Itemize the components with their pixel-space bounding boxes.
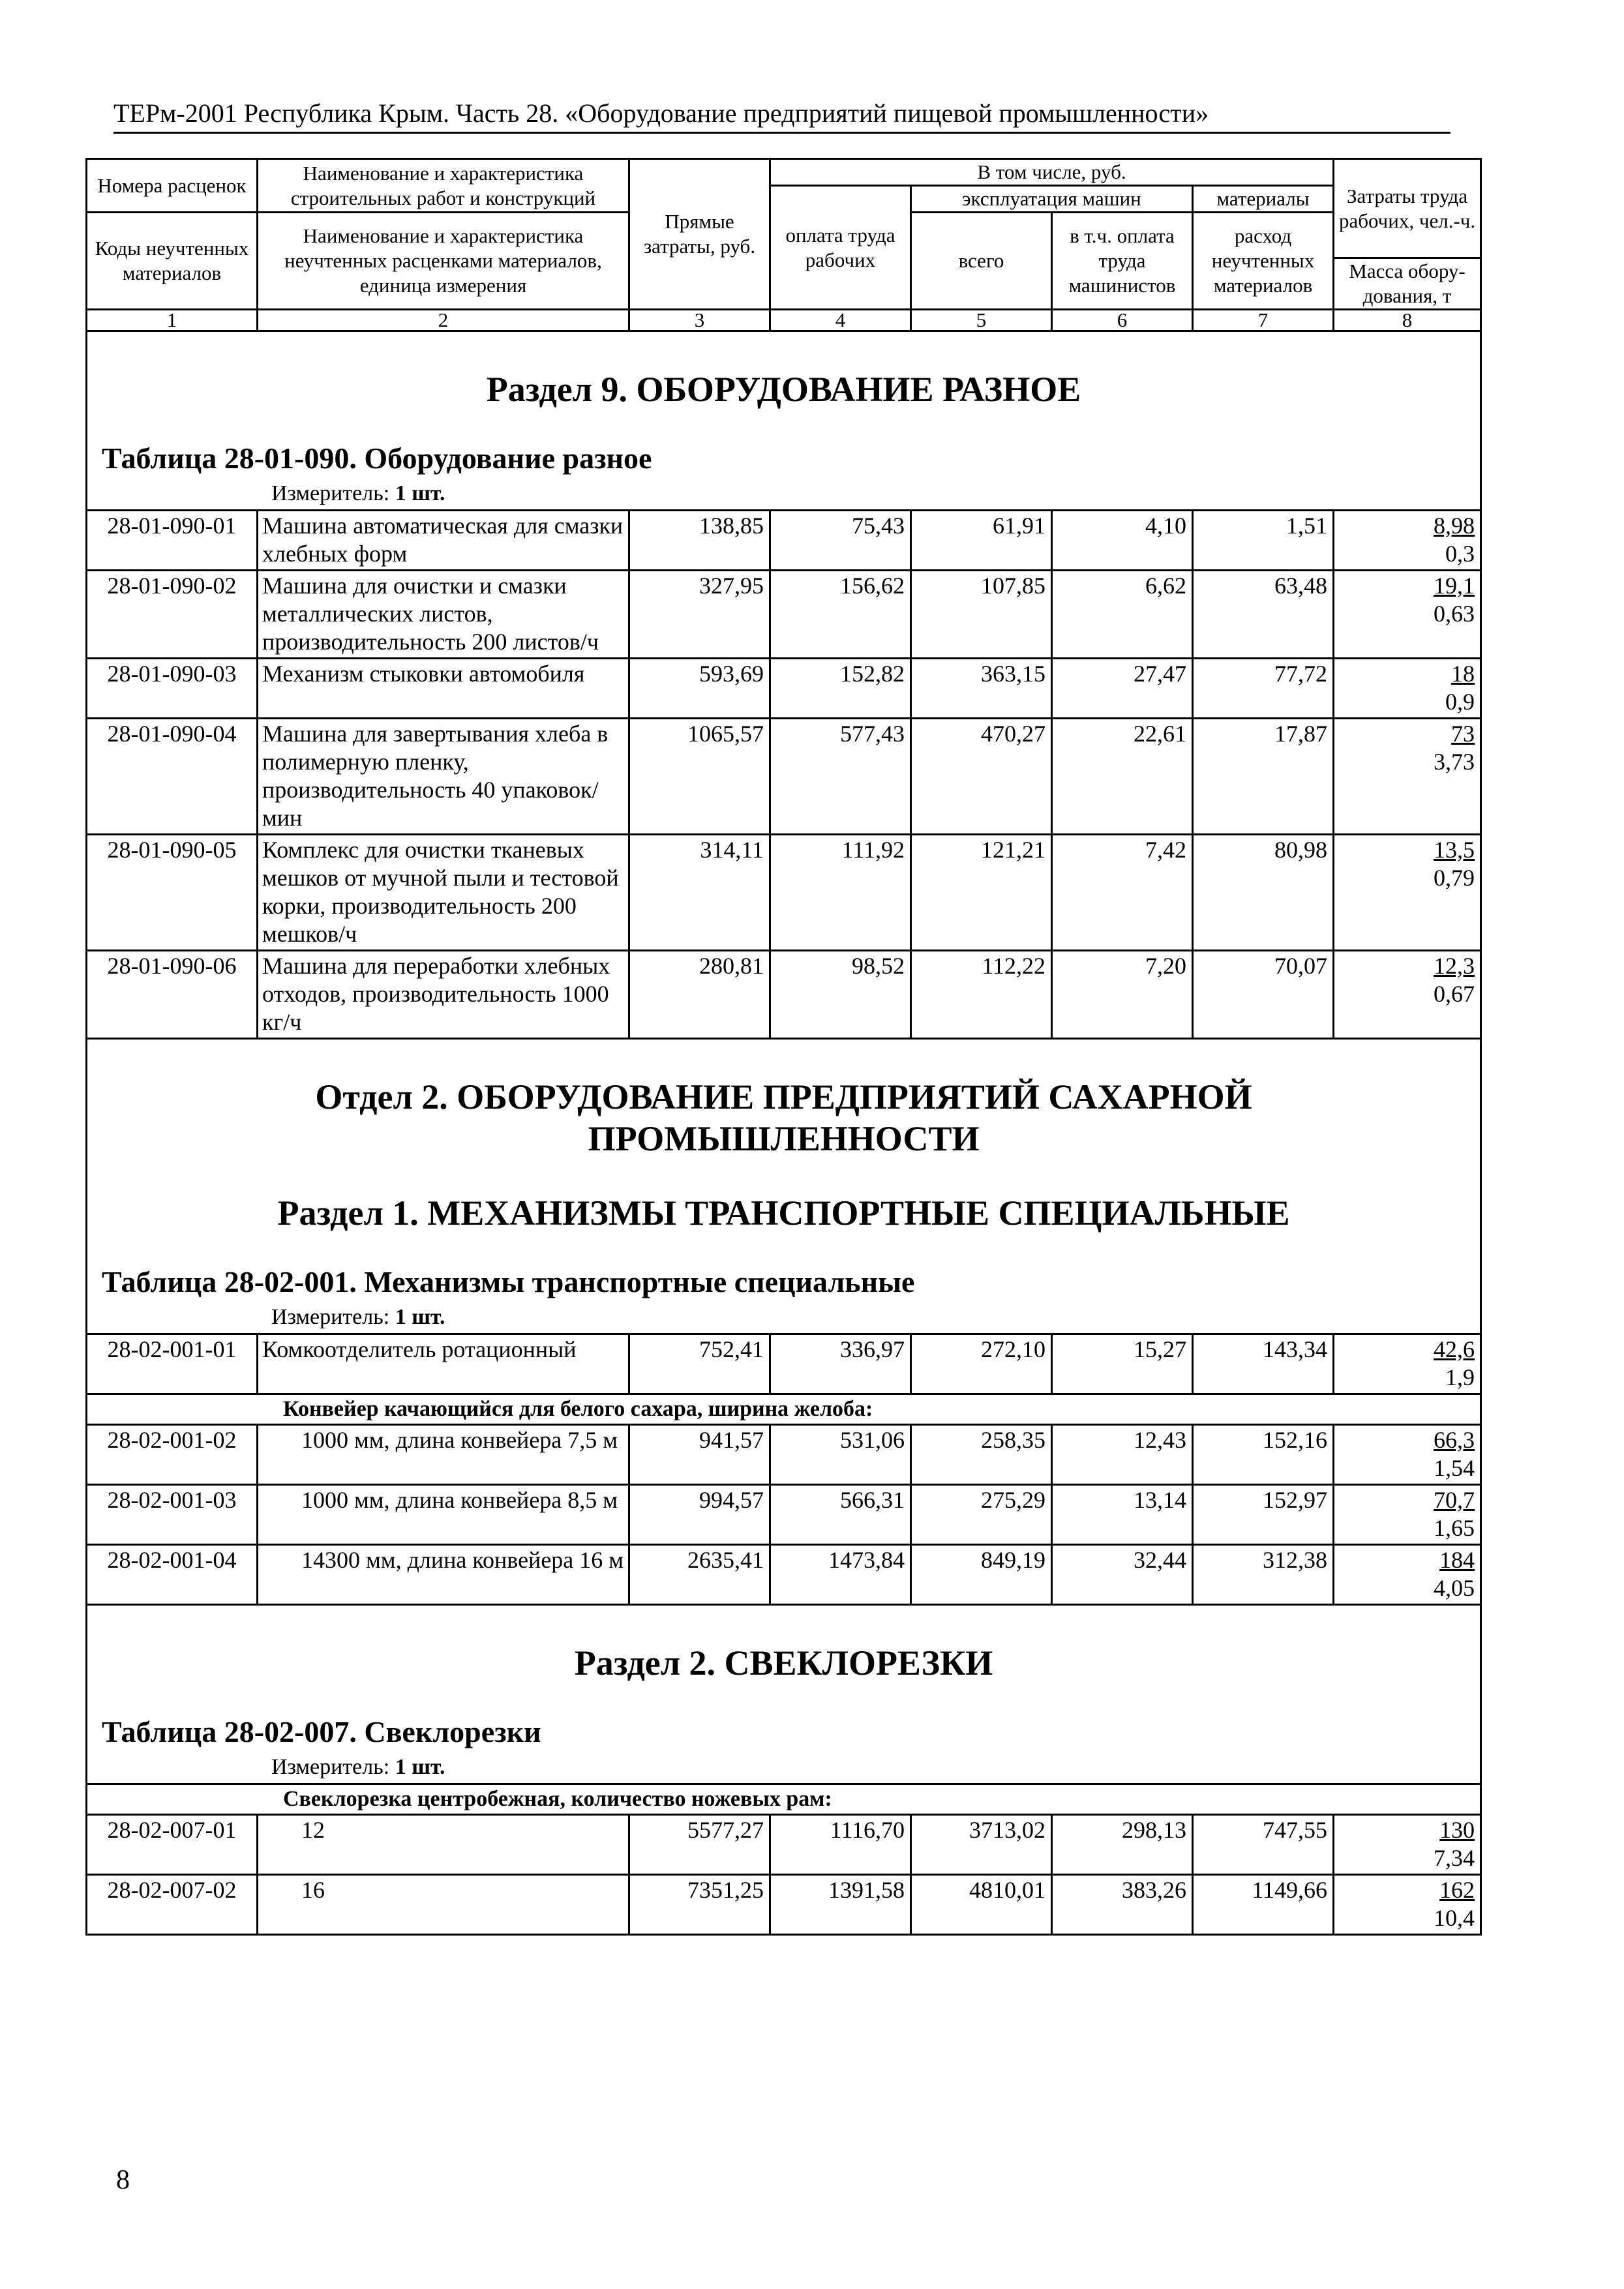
materials-cost: 70,07	[1193, 951, 1334, 1039]
machines-total: 849,19	[911, 1545, 1052, 1605]
materials-cost: 17,87	[1193, 719, 1334, 835]
work-name: Машина для очистки и смазки металлических листов, производительность 200 листов/ч	[258, 571, 629, 659]
equipment-mass: 7,34	[1434, 1845, 1475, 1871]
measure-line: Измеритель: 1 шт.	[271, 481, 445, 505]
equipment-mass: 0,67	[1434, 981, 1475, 1007]
machinist-wages: 32,44	[1052, 1545, 1193, 1605]
materials-cost: 312,38	[1193, 1545, 1334, 1605]
col-number: 5	[911, 310, 1052, 331]
table-row	[87, 1545, 1481, 1605]
machines-total: 363,15	[911, 659, 1052, 719]
work-name: Механизм стыковки автомобиля	[258, 659, 629, 719]
table-row	[87, 1425, 1481, 1485]
measure-line: Измеритель: 1 шт.	[271, 1755, 445, 1779]
measure-line: Измеритель: 1 шт.	[271, 1305, 445, 1329]
machines-total: 107,85	[911, 571, 1052, 659]
table-row	[87, 571, 1481, 659]
machinist-wages: 6,62	[1052, 571, 1193, 659]
equipment-mass: 0,63	[1434, 601, 1475, 627]
machines-total: 61,91	[911, 511, 1052, 571]
machinist-wages: 12,43	[1052, 1425, 1193, 1485]
col-head-materials: материалы	[1193, 186, 1334, 213]
work-name: Комплекс для очистки тканевых мешков от мучной пыли и тестовой корки, производительность 200 мешков/ч	[258, 835, 629, 951]
worker-wages: 1116,70	[770, 1815, 911, 1875]
direct-costs: 2635,41	[629, 1545, 770, 1605]
equipment-mass: 1,9	[1445, 1364, 1475, 1390]
worker-wages: 152,82	[770, 659, 911, 719]
table-row	[87, 511, 1481, 571]
labor-and-mass	[1334, 1815, 1481, 1875]
worker-wages: 531,06	[770, 1425, 911, 1485]
labor-hours: 66,3	[1434, 1427, 1475, 1453]
col-head-name: Наименование и характеристика строительных работ и конструкций	[258, 159, 629, 213]
machines-total: 121,21	[911, 835, 1052, 951]
table-rows	[87, 511, 1481, 1039]
worker-wages: 111,92	[770, 835, 911, 951]
work-name: 14300 мм, длина конвейера 16 м	[258, 1545, 629, 1605]
rate-code: 28-01-090-02	[87, 571, 258, 659]
equipment-mass: 0,3	[1445, 541, 1475, 567]
col-head-direct: Прямые затраты, руб.	[629, 159, 770, 310]
worker-wages: 75,43	[770, 511, 911, 571]
rate-code: 28-02-001-01	[87, 1334, 258, 1394]
direct-costs: 1065,57	[629, 719, 770, 835]
column-numbers	[87, 310, 1481, 331]
machinist-wages: 383,26	[1052, 1875, 1193, 1935]
table-title: Таблица 28-02-007. Свеклорезки	[102, 1715, 541, 1748]
direct-costs: 280,81	[629, 951, 770, 1039]
materials-cost: 1,51	[1193, 511, 1334, 571]
table-title: Таблица 28-02-001. Механизмы транспортные специальные	[102, 1265, 915, 1298]
col-head-including: В том числе, руб.	[770, 159, 1334, 186]
machines-total: 470,27	[911, 719, 1052, 835]
table-rows	[87, 1815, 1481, 1935]
machinist-wages: 13,14	[1052, 1485, 1193, 1545]
labor-hours: 70,7	[1434, 1487, 1475, 1513]
equipment-mass: 1,54	[1434, 1455, 1475, 1481]
work-name: 1000 мм, длина конвейера 8,5 м	[258, 1485, 629, 1545]
machines-total: 3713,02	[911, 1815, 1052, 1875]
table-title: Таблица 28-01-090. Оборудование разное	[102, 441, 652, 475]
materials-cost: 152,97	[1193, 1485, 1334, 1545]
labor-hours: 162	[1439, 1877, 1475, 1903]
machinist-wages: 298,13	[1052, 1815, 1193, 1875]
table-header	[87, 159, 1481, 331]
labor-and-mass	[1334, 1545, 1481, 1605]
group-heading: Свеклорезка центробежная, количество ножевых рам:	[87, 1784, 1481, 1815]
col-head-machines: эксплуатация машин	[911, 186, 1193, 213]
worker-wages: 1473,84	[770, 1545, 911, 1605]
labor-and-mass	[1334, 659, 1481, 719]
equipment-mass: 0,9	[1445, 689, 1475, 715]
labor-hours: 130	[1439, 1817, 1475, 1843]
labor-hours: 12,3	[1434, 953, 1475, 979]
labor-hours: 73	[1451, 721, 1475, 747]
group-heading: Конвейер качающийся для белого сахара, ширина желоба:	[87, 1394, 1481, 1425]
worker-wages: 1391,58	[770, 1875, 911, 1935]
machinist-wages: 7,20	[1052, 951, 1193, 1039]
work-name: 1000 мм, длина конвейера 7,5 м	[258, 1425, 629, 1485]
work-name: 12	[258, 1815, 629, 1875]
rate-code: 28-01-090-04	[87, 719, 258, 835]
direct-costs: 138,85	[629, 511, 770, 571]
table-row	[87, 1485, 1481, 1545]
table-row	[87, 1334, 1481, 1394]
col-number: 3	[629, 310, 770, 331]
table-rows	[87, 1334, 1481, 1394]
materials-cost: 80,98	[1193, 835, 1334, 951]
col-number: 1	[87, 310, 258, 331]
work-name: Комкоотделитель ротационный	[258, 1334, 629, 1394]
section-title: Раздел 9. ОБОРУДОВАНИЕ РАЗНОЕ	[486, 370, 1081, 409]
price-table	[85, 158, 1482, 1936]
work-name: Машина автоматическая для смазки хлебных форм	[258, 511, 629, 571]
table-row	[87, 1875, 1481, 1935]
machinist-wages: 22,61	[1052, 719, 1193, 835]
table-row	[87, 835, 1481, 951]
machines-total: 272,10	[911, 1334, 1052, 1394]
labor-hours: 8,98	[1434, 513, 1475, 539]
col-head-material-name: Наименование и характеристика неучтенных расценками материалов, единица измерения	[258, 213, 629, 310]
table-row	[87, 1815, 1481, 1875]
machines-total: 4810,01	[911, 1875, 1052, 1935]
table-row	[87, 719, 1481, 835]
col-head-machinist-wages: в т.ч. оплата труда машинистов	[1052, 213, 1193, 310]
labor-and-mass	[1334, 1425, 1481, 1485]
direct-costs: 7351,25	[629, 1875, 770, 1935]
labor-hours: 19,1	[1434, 573, 1475, 599]
table-row	[87, 951, 1481, 1039]
direct-costs: 5577,27	[629, 1815, 770, 1875]
labor-and-mass	[1334, 835, 1481, 951]
rate-code: 28-01-090-06	[87, 951, 258, 1039]
col-number: 6	[1052, 310, 1193, 331]
direct-costs: 752,41	[629, 1334, 770, 1394]
labor-and-mass	[1334, 571, 1481, 659]
direct-costs: 593,69	[629, 659, 770, 719]
worker-wages: 566,31	[770, 1485, 911, 1545]
machinist-wages: 7,42	[1052, 835, 1193, 951]
equipment-mass: 0,79	[1434, 865, 1475, 891]
direct-costs: 994,57	[629, 1485, 770, 1545]
machines-total: 112,22	[911, 951, 1052, 1039]
materials-cost: 152,16	[1193, 1425, 1334, 1485]
materials-cost: 1149,66	[1193, 1875, 1334, 1935]
machinist-wages: 27,47	[1052, 659, 1193, 719]
rate-code: 28-01-090-03	[87, 659, 258, 719]
rate-code: 28-01-090-05	[87, 835, 258, 951]
worker-wages: 577,43	[770, 719, 911, 835]
equipment-mass: 3,73	[1434, 749, 1475, 775]
col-head-codes: Номера расценок	[87, 159, 258, 213]
col-head-mass: Масса обору-дования, т	[1334, 258, 1481, 310]
col-head-machines-total: всего	[911, 213, 1052, 310]
rate-code: 28-01-090-01	[87, 511, 258, 571]
equipment-mass: 1,65	[1434, 1515, 1475, 1541]
page-number: 8	[116, 2165, 130, 2195]
materials-cost: 747,55	[1193, 1815, 1334, 1875]
rate-code: 28-02-007-01	[87, 1815, 258, 1875]
work-name: Машина для завертывания хлеба в полимерную пленку, производительность 40 упаковок/мин	[258, 719, 629, 835]
direct-costs: 314,11	[629, 835, 770, 951]
col-number: 2	[258, 310, 629, 331]
labor-and-mass	[1334, 719, 1481, 835]
labor-and-mass	[1334, 1875, 1481, 1935]
department-title: Отдел 2. ОБОРУДОВАНИЕ ПРЕДПРИЯТИЙ САХАРНОЙ ПРОМЫШЛЕННОСТИ	[315, 1077, 1252, 1158]
table-row	[87, 659, 1481, 719]
direct-costs: 327,95	[629, 571, 770, 659]
machines-total: 258,35	[911, 1425, 1052, 1485]
labor-and-mass	[1334, 1485, 1481, 1545]
materials-cost: 77,72	[1193, 659, 1334, 719]
col-number: 4	[770, 310, 911, 331]
page-header: ТЕРм-2001 Республика Крым. Часть 28. «Оборудование предприятий пищевой промышленности»	[113, 97, 1451, 134]
labor-hours: 42,6	[1434, 1336, 1475, 1362]
col-number: 8	[1334, 310, 1481, 331]
worker-wages: 98,52	[770, 951, 911, 1039]
equipment-mass: 10,4	[1434, 1905, 1475, 1931]
col-head-unaccounted-materials: расход неучтенных материалов	[1193, 213, 1334, 310]
section-title: Раздел 1. МЕХАНИЗМЫ ТРАНСПОРТНЫЕ СПЕЦИАЛЬНЫЕ	[277, 1193, 1290, 1233]
labor-and-mass	[1334, 1334, 1481, 1394]
direct-costs: 941,57	[629, 1425, 770, 1485]
rate-code: 28-02-007-02	[87, 1875, 258, 1935]
rate-code: 28-02-001-04	[87, 1545, 258, 1605]
worker-wages: 336,97	[770, 1334, 911, 1394]
section-title: Раздел 2. СВЕКЛОРЕЗКИ	[574, 1643, 993, 1683]
rate-code: 28-02-001-02	[87, 1425, 258, 1485]
labor-hours: 13,5	[1434, 837, 1475, 863]
machinist-wages: 15,27	[1052, 1334, 1193, 1394]
col-head-material-codes: Коды неучтенных материалов	[87, 213, 258, 310]
machinist-wages: 4,10	[1052, 511, 1193, 571]
rate-code: 28-02-001-03	[87, 1485, 258, 1545]
machines-total: 275,29	[911, 1485, 1052, 1545]
col-head-labor: Затраты труда рабочих, чел.-ч.	[1334, 159, 1481, 258]
work-name: 16	[258, 1875, 629, 1935]
materials-cost: 143,34	[1193, 1334, 1334, 1394]
equipment-mass: 4,05	[1434, 1575, 1475, 1601]
col-head-wages: оплата труда рабочих	[770, 186, 911, 310]
labor-hours: 184	[1439, 1547, 1475, 1573]
worker-wages: 156,62	[770, 571, 911, 659]
work-name: Машина для переработки хлебных отходов, производительность 1000 кг/ч	[258, 951, 629, 1039]
labor-and-mass	[1334, 511, 1481, 571]
labor-and-mass	[1334, 951, 1481, 1039]
col-number: 7	[1193, 310, 1334, 331]
table-rows	[87, 1425, 1481, 1605]
materials-cost: 63,48	[1193, 571, 1334, 659]
labor-hours: 18	[1451, 661, 1475, 687]
